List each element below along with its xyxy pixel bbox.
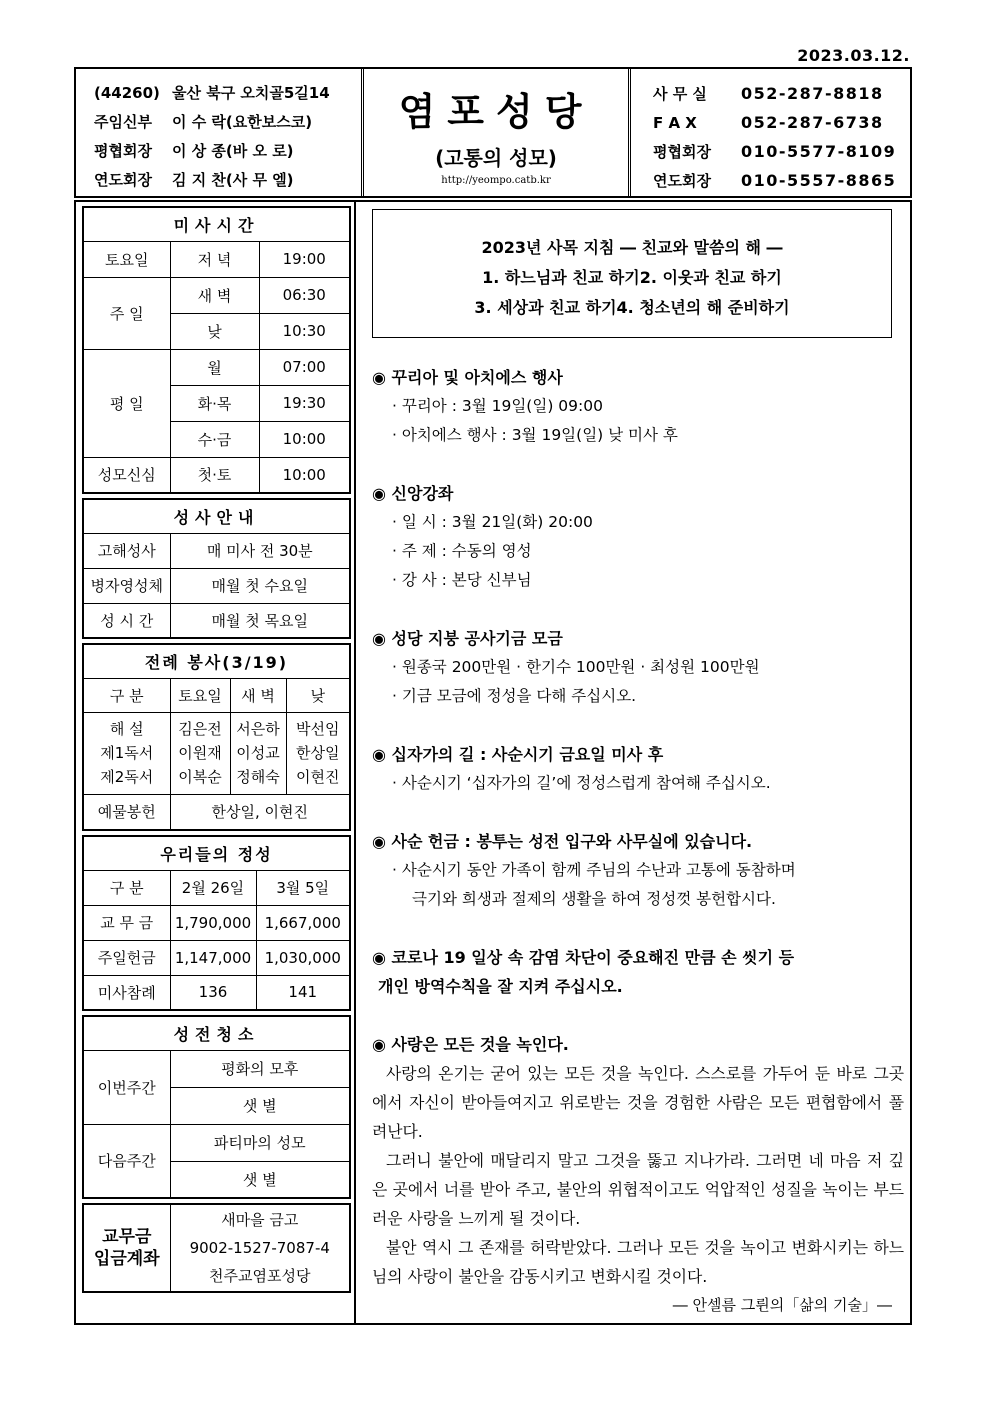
notice-reflection: ◉ 사랑은 모든 것을 녹인다. 사랑의 온기는 굳어 있는 모든 것을 녹인다. 스스로를 가두어 둔 바로 그곳에서 자신이 받아들여지고 위로받는 것을 경험한 사람은 모든 편협함에서 풀려난다. 그러니 불안에 매달리지 말고 그것을 뚫고 지나가라. 그러면 네 마음 저 깊은 곳에서 너를 받아 주고, 불안의 위협적이고도 억압적인 성질을 녹이는 부드러운 사랑을 느끼게 될 것이다. 불안 역시 그 존재를 허락받았다. 그러나 모든 것을 녹이고 변화시키는 하느님의 사랑이 불안을 감동시키고 변화시킬 것이다. ― 안셀름 그륀의「삶의 기술」― [372,1030,908,1320]
council-phone-row: 평협회장 010-5577-8109 [653,142,897,161]
reflection-source: ― 안셀름 그륀의「삶의 기술」― [672,1296,892,1314]
liturgy-service-title: 전례 봉사(3/19) [83,644,350,678]
sacraments-title: 성사안내 [83,499,350,533]
church-title-block [361,69,631,196]
column-divider [354,202,356,1323]
sacraments-table: 성사안내 고해성사 매 미사 전 30분 병자영성체 매월 첫 수요일 성 시 간 매월 첫 목요일 [82,498,351,639]
council-president-row: 평협회장 이 상 종(바 오 로) [94,142,294,160]
notice-faith-lecture: ◉ 신앙강좌 · 일 시 : 3월 21일(화) 20:00 · 주 제 : 수동의 영성 · 강 사 : 본당 신부님 [372,484,593,589]
church-url[interactable]: http://yeompo.catb.kr [441,175,551,186]
account-table: 교무금 입금계좌 새마을 금고 9002-1527-7087-4 천주교염포성당 [82,1203,351,1293]
notice-covid: ◉ 코로나 19 일상 속 감염 차단이 중요해진 만큼 손 씻기 등 개인 방역수칙을 잘 지켜 주십시오. [372,948,795,996]
donations-title: 우리들의 정성 [83,836,350,870]
church-name: 염포성당 [398,90,594,134]
address-row: (44260) 울산 북구 오치골5길14 [94,84,330,102]
liturgy-service-table: 전례 봉사(3/19) 구 분 토요일 새 벽 낮 해 설 제1독서 제2독서 김은전 이원재 이복순 서은하 이성교 정해숙 박선임 한상일 이현진 예물봉헌 한상일, 이현진 [82,643,351,831]
notice-roof-fund: ◉ 성당 지붕 공사기금 모금 · 원종국 200만원 · 한기수 100만원 · 최성원 100만원 · 기금 모금에 정성을 다해 주십시오. [372,629,760,705]
mass-times-table: 미사시간 토요일 저 녁 19:00 주 일 새 벽 06:30 낮 10:30 평 일 월 07:00 화·목 19:30 수·금 10:00 성모신심 첫·토 10:00 [82,206,351,494]
contact-info [631,69,910,196]
notice-stations-of-cross: ◉ 십자가의 길 : 사순시기 금요일 미사 후 · 사순시기 ‘십자가의 길’에 정성스럽게 참여해 주십시오. [372,745,771,792]
left-sidebar [82,206,351,1297]
funeral-phone-row: 연도회장 010-5557-8865 [653,171,897,190]
cleaning-title: 성전청소 [83,1016,350,1050]
donations-table: 우리들의 정성 구 분 2월 26일 3월 5일 교 무 금 1,790,000 1,667,000 주일헌금 1,147,000 1,030,000 미사참례 136 141 [82,835,351,1011]
church-patron: (고통의 성모) [435,146,557,170]
pastor-row: 주임신부 이 수 락(요한보스코) [94,113,313,131]
reflection-text: 사랑의 온기는 굳어 있는 모든 것을 녹인다. 스스로를 가두어 둔 바로 그곳에서 자신이 받아들여지고 위로받는 것을 경험한 사람은 모든 편협함에서 풀려난다. 그러니 불안에 매달리지 말고 그것을 뚫고 지나가라. 그러면 네 마음 저 깊은 곳에서 너를 받아 주고, 불안의 위협적이고도 억압적인 성질을 녹이는 부드러운 사랑을 느끼게 될 것이다. 불안 역시 그 존재를 허락받았다. 그러나 모든 것을 녹이고 변화시키는 하느님의 사랑이 불안을 감동시키고 변화시킬 것이다. [372,1064,904,1286]
fax-row: F A X 052-287-6738 [653,113,884,132]
funeral-president-row: 연도회장 김 지 찬(사 무 엘) [94,171,294,189]
notice-lent-offering: ◉ 사순 헌금 : 봉투는 성전 입구와 사무실에 있습니다. · 사순시기 동안 가족이 함께 주님의 수난과 고통에 동참하며 극기와 희생과 절제의 생활을 하여 정성껏 봉헌합시다. [372,832,796,908]
notice-curia: ◉ 꾸리아 및 아치에스 행사 · 꾸리아 : 3월 19일(일) 09:00 · 아치에스 행사 : 3월 19일(일) 낮 미사 후 [372,368,678,444]
cleaning-table: 성전청소 이번주간 평화의 모후 샛 별 다음주간 파티마의 성모 샛 별 [82,1015,351,1199]
main-column [360,202,908,1320]
bulletin-header [74,67,912,198]
office-phone-row: 사 무 실 052-287-8818 [653,84,884,103]
bulletin-body [74,200,912,1325]
motto-title: 2023년 사목 지침 ― 친교와 말씀의 해 ― [481,238,783,257]
church-info [76,69,361,196]
issue-date: 2023.03.12. [797,46,910,65]
mass-times-title: 미사시간 [83,207,350,241]
pastoral-motto-box: 2023년 사목 지침 ― 친교와 말씀의 해 ― 1. 하느님과 친교 하기2. 이웃과 친교 하기 3. 세상과 친교 하기4. 청소년의 해 준비하기 [372,209,892,338]
